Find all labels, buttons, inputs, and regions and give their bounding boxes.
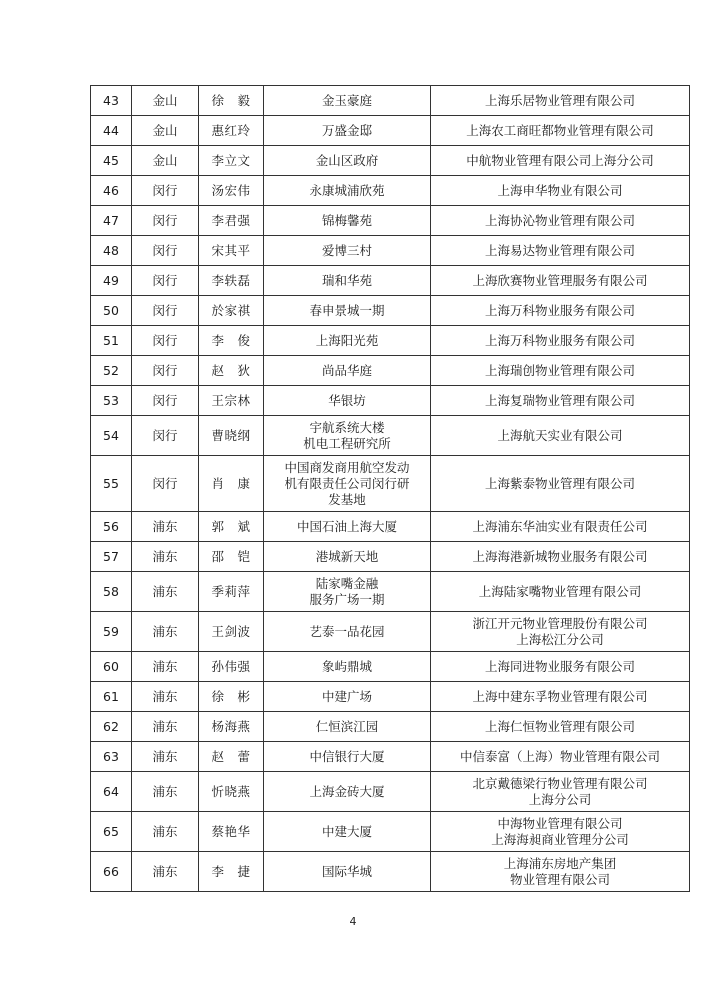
row-number-cell: 59 (91, 612, 132, 652)
table-row (91, 146, 690, 176)
row-number-cell: 43 (91, 86, 132, 116)
project-name-cell (264, 386, 431, 416)
project-name-cell (264, 206, 431, 236)
project-name-line: 瑞和华苑 (321, 272, 372, 288)
company-name-line: 上海易达物业管理有限公司 (484, 242, 635, 258)
project-name-cell (264, 542, 431, 572)
table-row (91, 416, 690, 456)
manager-name-cell: 於家祺 (199, 296, 264, 326)
project-name-cell (264, 852, 431, 892)
district-cell: 浦东 (132, 812, 199, 852)
project-name-line: 宇航系统大楼 (309, 419, 385, 435)
company-name-cell (431, 116, 690, 146)
table-row (91, 296, 690, 326)
table-row (91, 356, 690, 386)
roster-table-body (91, 86, 690, 892)
district-cell: 金山 (132, 146, 199, 176)
company-name-line: 上海同进物业服务有限公司 (484, 658, 635, 674)
project-name-cell (264, 572, 431, 612)
row-number-cell: 60 (91, 652, 132, 682)
project-name-cell (264, 456, 431, 512)
page-number: 4 (349, 915, 357, 928)
district-cell: 闵行 (132, 296, 199, 326)
project-name-line: 国际华城 (321, 863, 372, 879)
table-row (91, 512, 690, 542)
row-number-cell: 65 (91, 812, 132, 852)
company-name-cell (431, 356, 690, 386)
project-name-line: 永康城浦欣苑 (309, 182, 385, 198)
row-number-cell: 62 (91, 712, 132, 742)
project-name-line: 金山区政府 (315, 152, 379, 168)
company-name-cell (431, 812, 690, 852)
project-name-cell (264, 682, 431, 712)
project-name-cell (264, 652, 431, 682)
project-name-line: 华银坊 (328, 392, 366, 408)
project-name-line: 象屿鼎城 (321, 658, 372, 674)
project-name-cell (264, 176, 431, 206)
company-name-line: 上海分公司 (528, 791, 592, 807)
company-name-cell (431, 386, 690, 416)
project-name-cell (264, 742, 431, 772)
manager-name-cell: 李 捷 (199, 852, 264, 892)
table-row (91, 176, 690, 206)
row-number-cell: 63 (91, 742, 132, 772)
district-cell: 闵行 (132, 206, 199, 236)
district-cell: 闵行 (132, 356, 199, 386)
project-name-line: 尚品华庭 (321, 362, 372, 378)
row-number-cell: 56 (91, 512, 132, 542)
project-name-line: 金玉豪庭 (321, 92, 372, 108)
project-name-line: 春申景城一期 (309, 302, 385, 318)
project-name-line: 艺泰一品花园 (309, 623, 385, 639)
table-row (91, 652, 690, 682)
company-name-line: 上海中建东孚物业管理有限公司 (472, 688, 648, 704)
district-cell: 浦东 (132, 852, 199, 892)
company-name-line: 上海海港新城物业服务有限公司 (472, 548, 648, 564)
company-name-line: 上海紫泰物业管理有限公司 (484, 475, 635, 491)
manager-name-cell: 汤宏伟 (199, 176, 264, 206)
company-name-cell (431, 456, 690, 512)
project-name-line: 中国商发商用航空发动 (284, 459, 410, 475)
project-name-line: 上海金砖大厦 (309, 783, 385, 799)
company-name-line: 上海松江分公司 (516, 631, 604, 647)
row-number-cell: 54 (91, 416, 132, 456)
company-name-line: 上海复瑞物业管理有限公司 (484, 392, 635, 408)
company-name-cell (431, 146, 690, 176)
company-name-cell (431, 176, 690, 206)
district-cell: 浦东 (132, 712, 199, 742)
project-name-cell (264, 712, 431, 742)
row-number-cell: 58 (91, 572, 132, 612)
project-name-line: 陆家嘴金融 (315, 575, 379, 591)
company-name-line: 上海瑞创物业管理有限公司 (484, 362, 635, 378)
company-name-cell (431, 236, 690, 266)
project-name-cell (264, 612, 431, 652)
manager-name-cell: 忻晓燕 (199, 772, 264, 812)
company-name-cell (431, 772, 690, 812)
table-row (91, 712, 690, 742)
table-row (91, 206, 690, 236)
district-cell: 金山 (132, 116, 199, 146)
manager-name-cell: 李 俊 (199, 326, 264, 356)
company-name-line: 北京戴德梁行物业管理有限公司 (472, 775, 648, 791)
row-number-cell: 61 (91, 682, 132, 712)
table-row (91, 612, 690, 652)
district-cell: 浦东 (132, 652, 199, 682)
company-name-cell (431, 416, 690, 456)
company-name-line: 中信泰富（上海）物业管理有限公司 (459, 748, 660, 764)
company-name-line: 上海航天实业有限公司 (497, 427, 623, 443)
row-number-cell: 47 (91, 206, 132, 236)
company-name-cell (431, 742, 690, 772)
district-cell: 闵行 (132, 456, 199, 512)
company-name-cell (431, 296, 690, 326)
roster-table (90, 85, 690, 892)
project-name-line: 上海阳光苑 (315, 332, 379, 348)
manager-name-cell: 李轶磊 (199, 266, 264, 296)
project-name-line: 仁恒滨江园 (315, 718, 379, 734)
project-name-cell (264, 296, 431, 326)
manager-name-cell: 宋其平 (199, 236, 264, 266)
manager-name-cell: 孙伟强 (199, 652, 264, 682)
table-row (91, 772, 690, 812)
company-name-cell (431, 652, 690, 682)
company-name-line: 浙江开元物业管理股份有限公司 (472, 615, 648, 631)
district-cell: 浦东 (132, 572, 199, 612)
company-name-cell (431, 512, 690, 542)
manager-name-cell: 徐 毅 (199, 86, 264, 116)
company-name-cell (431, 572, 690, 612)
row-number-cell: 50 (91, 296, 132, 326)
project-name-cell (264, 772, 431, 812)
project-name-line: 中建广场 (321, 688, 372, 704)
project-name-line: 发基地 (328, 491, 366, 507)
row-number-cell: 55 (91, 456, 132, 512)
district-cell: 浦东 (132, 772, 199, 812)
company-name-line: 上海欣赛物业管理服务有限公司 (472, 272, 648, 288)
project-name-line: 中信银行大厦 (309, 748, 385, 764)
manager-name-cell: 赵 蕾 (199, 742, 264, 772)
project-name-cell (264, 416, 431, 456)
district-cell: 浦东 (132, 612, 199, 652)
table-row (91, 266, 690, 296)
district-cell: 闵行 (132, 236, 199, 266)
project-name-line: 中建大厦 (321, 823, 372, 839)
company-name-line: 上海申华物业有限公司 (497, 182, 623, 198)
district-cell: 浦东 (132, 512, 199, 542)
company-name-cell (431, 712, 690, 742)
project-name-cell (264, 266, 431, 296)
manager-name-cell: 曹晓纲 (199, 416, 264, 456)
manager-name-cell: 蔡艳华 (199, 812, 264, 852)
row-number-cell: 66 (91, 852, 132, 892)
company-name-cell (431, 86, 690, 116)
company-name-line: 上海农工商旺都物业管理有限公司 (466, 122, 654, 138)
district-cell: 金山 (132, 86, 199, 116)
project-name-cell (264, 116, 431, 146)
company-name-line: 中海物业管理有限公司 (497, 815, 623, 831)
table-row (91, 682, 690, 712)
row-number-cell: 52 (91, 356, 132, 386)
project-name-cell (264, 236, 431, 266)
row-number-cell: 46 (91, 176, 132, 206)
company-name-line: 上海万科物业服务有限公司 (484, 302, 635, 318)
project-name-cell (264, 326, 431, 356)
manager-name-cell: 徐 彬 (199, 682, 264, 712)
company-name-line: 上海乐居物业管理有限公司 (484, 92, 635, 108)
row-number-cell: 64 (91, 772, 132, 812)
company-name-line: 上海浦东华油实业有限责任公司 (472, 518, 648, 534)
project-name-line: 锦梅馨苑 (321, 212, 372, 228)
company-name-cell (431, 326, 690, 356)
row-number-cell: 51 (91, 326, 132, 356)
company-name-cell (431, 266, 690, 296)
district-cell: 浦东 (132, 542, 199, 572)
company-name-cell (431, 852, 690, 892)
table-row (91, 542, 690, 572)
manager-name-cell: 邵 铠 (199, 542, 264, 572)
district-cell: 闵行 (132, 416, 199, 456)
table-row (91, 742, 690, 772)
manager-name-cell: 李立文 (199, 146, 264, 176)
table-row (91, 812, 690, 852)
company-name-line: 上海万科物业服务有限公司 (484, 332, 635, 348)
company-name-cell (431, 612, 690, 652)
manager-name-cell: 赵 狄 (199, 356, 264, 386)
table-row (91, 456, 690, 512)
manager-name-cell: 李君强 (199, 206, 264, 236)
project-name-line: 万盛金邸 (321, 122, 372, 138)
project-name-cell (264, 146, 431, 176)
manager-name-cell: 王宗林 (199, 386, 264, 416)
row-number-cell: 53 (91, 386, 132, 416)
manager-name-cell: 杨海燕 (199, 712, 264, 742)
row-number-cell: 57 (91, 542, 132, 572)
manager-name-cell: 肖 康 (199, 456, 264, 512)
project-name-cell (264, 512, 431, 542)
manager-name-cell: 季莉萍 (199, 572, 264, 612)
table-row (91, 572, 690, 612)
table-row (91, 116, 690, 146)
row-number-cell: 45 (91, 146, 132, 176)
company-name-line: 上海浦东房地产集团 (503, 855, 617, 871)
district-cell: 浦东 (132, 742, 199, 772)
project-name-line: 中国石油上海大厦 (296, 518, 397, 534)
row-number-cell: 49 (91, 266, 132, 296)
district-cell: 闵行 (132, 176, 199, 206)
manager-name-cell: 王剑波 (199, 612, 264, 652)
project-name-line: 爱博三村 (321, 242, 372, 258)
project-name-cell (264, 86, 431, 116)
company-name-line: 上海仁恒物业管理有限公司 (484, 718, 635, 734)
district-cell: 闵行 (132, 266, 199, 296)
manager-name-cell: 惠红玲 (199, 116, 264, 146)
district-cell: 闵行 (132, 326, 199, 356)
company-name-line: 上海海昶商业管理分公司 (491, 831, 629, 847)
company-name-cell (431, 542, 690, 572)
table-row (91, 326, 690, 356)
row-number-cell: 44 (91, 116, 132, 146)
manager-name-cell: 郭 斌 (199, 512, 264, 542)
company-name-cell (431, 206, 690, 236)
project-name-line: 服务广场一期 (309, 591, 385, 607)
table-row (91, 236, 690, 266)
table-row (91, 386, 690, 416)
project-name-cell (264, 356, 431, 386)
company-name-cell (431, 682, 690, 712)
project-name-cell (264, 812, 431, 852)
project-name-line: 港城新天地 (315, 548, 379, 564)
project-name-line: 机有限责任公司闵行研 (284, 475, 410, 491)
table-row (91, 852, 690, 892)
district-cell: 浦东 (132, 682, 199, 712)
company-name-line: 物业管理有限公司 (509, 871, 610, 887)
table-row (91, 86, 690, 116)
company-name-line: 上海陆家嘴物业管理有限公司 (478, 583, 642, 599)
row-number-cell: 48 (91, 236, 132, 266)
district-cell: 闵行 (132, 386, 199, 416)
project-name-line: 机电工程研究所 (303, 435, 391, 451)
company-name-line: 中航物业管理有限公司上海分公司 (466, 152, 654, 168)
company-name-line: 上海协沁物业管理有限公司 (484, 212, 635, 228)
